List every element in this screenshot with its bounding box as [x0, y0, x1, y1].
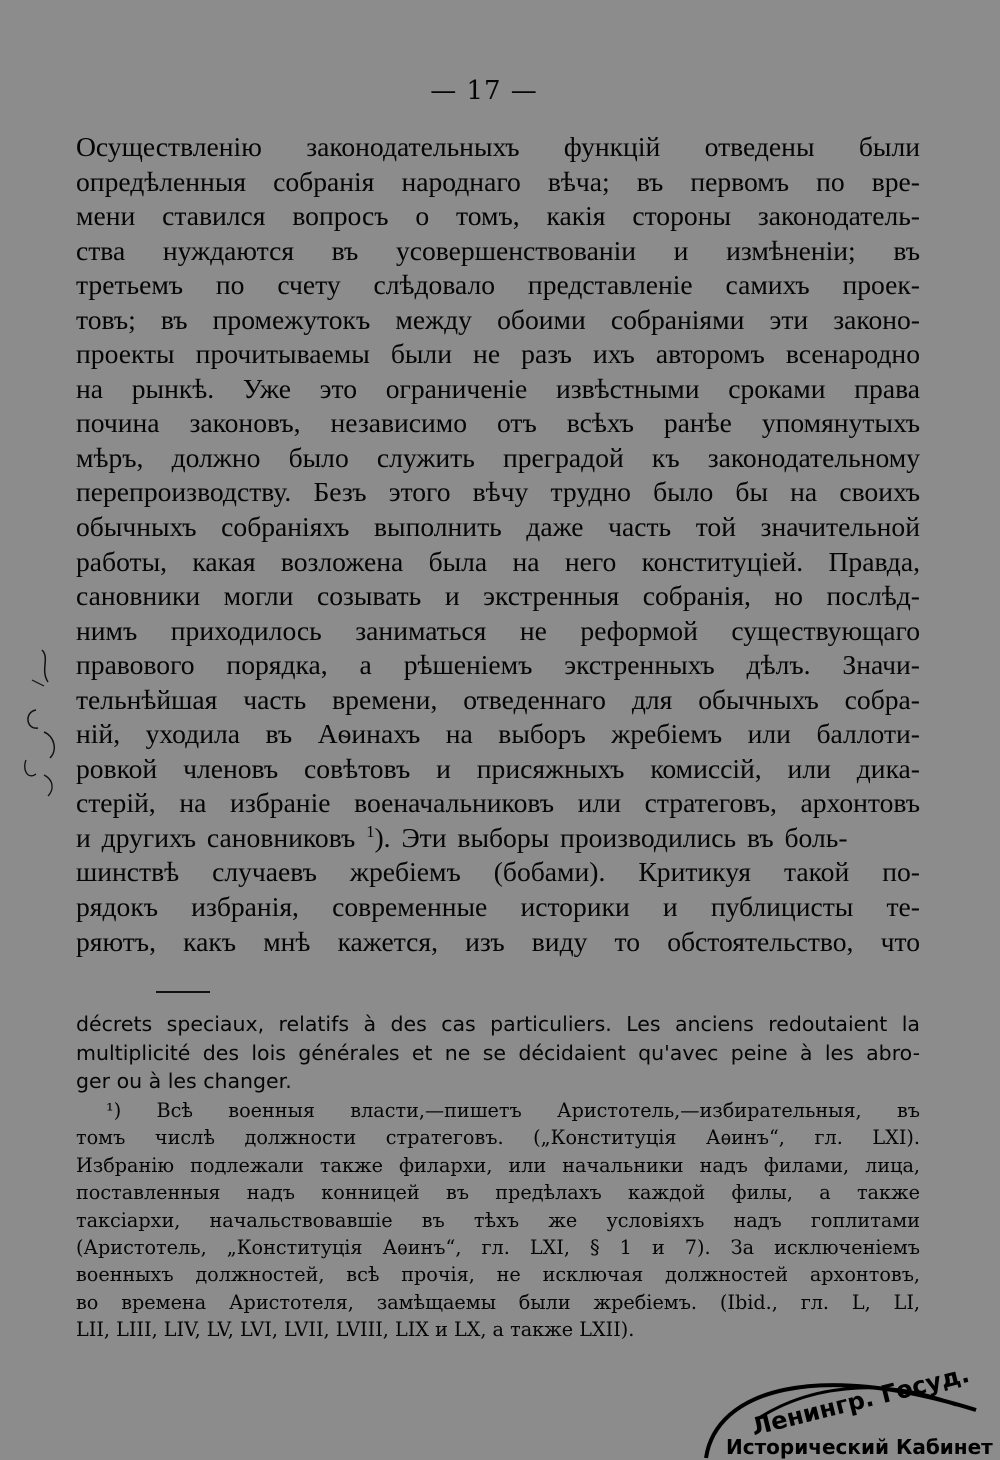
footnote-line: военныхъ должностей, всѣ прочія, не исключая должностей архонтовъ, — [76, 1263, 920, 1287]
text-fragment: и другихъ сановниковъ — [76, 821, 367, 853]
text-line: стерій, на избраніе военачальниковъ или стратеговъ, архонтовъ — [76, 787, 920, 819]
footnote-line: (Аристотель, „Конституція Аѳинъ“, гл. LXI, § 1 и 7). За исключеніемъ — [76, 1235, 920, 1259]
text-line: обычныхъ собраніяхъ выполнить даже часть той значительной — [76, 511, 920, 543]
text-line: проекты прочитываемы были не разъ ихъ авторомъ всенародно — [76, 338, 920, 370]
footnote-line: décrets speciaux, relatifs à des cas particuliers. Les anciens redoutaient la — [76, 1012, 920, 1036]
footnote-line: поставленныя надъ конницей въ предѣлахъ каждой филы, а также — [76, 1181, 920, 1205]
text-line: правового порядка, а рѣшеніемъ экстренныхъ дѣлъ. Значи- — [76, 649, 920, 681]
text-line: рядокъ избранія, современные историки и публицисты те- — [76, 891, 920, 923]
text-line-with-footnote-ref — [76, 821, 920, 856]
stamp-line-1: Ленингр. Госуд. — [748, 1359, 973, 1442]
text-line: мѣръ, должно было служить преградой къ законодательному — [76, 441, 920, 473]
footnote-line: во времена Аристотеля, замѣщаемы были жребіемъ. (Ibid., гл. L, LI, — [76, 1290, 920, 1314]
text-line: тельнѣйшая часть времени, отведеннаго для обычныхъ собра- — [76, 683, 920, 715]
text-fragment: ). Эти выборы производились въ боль- — [374, 821, 848, 853]
text-line: опредѣленныя собранія народнаго вѣча; въ первомъ по вре- — [76, 165, 920, 197]
text-line: третьемъ по счету слѣдовало представленіе самихъ проек- — [76, 269, 920, 301]
text-line: Осуществленію законодательныхъ функцій отведены были — [76, 131, 920, 162]
footnote-line: томъ числѣ должности стратеговъ. („Конституція Аѳинъ“, гл. LXI). — [76, 1126, 920, 1150]
text-line: перепроизводству. Безъ этого вѣчу трудно было бы на своихъ — [76, 476, 920, 508]
footnote-text: Всѣ военныя власти,—пишетъ Аристотель,—избирательныя, въ — [156, 1099, 920, 1122]
text-line: мени ставился вопросъ о томъ, какія стороны законодатель- — [76, 200, 920, 232]
text-line: шинствѣ случаевъ жребіемъ (бобами). Критикуя такой по- — [76, 856, 920, 888]
footnote-line: Избранію подлежали также филархи, или начальники надъ филами, лица, — [76, 1153, 920, 1177]
library-stamp — [696, 1350, 996, 1460]
text-line: сановники могли созывать и экстренныя собранія, но послѣд- — [76, 580, 920, 612]
footnote-marker: ¹) — [106, 1099, 122, 1122]
page-number: — 17 — — [430, 76, 538, 106]
margin-handwritten-marks — [14, 640, 74, 810]
stamp-line-2: Исторический Кабинет — [726, 1435, 993, 1459]
footnote-french — [76, 1010, 920, 1096]
text-line: ровкой членовъ совѣтовъ и присяжныхъ комиссій, или дика- — [76, 752, 920, 784]
text-line: работы, какая возложена была на него конституціей. Правда, — [76, 545, 920, 577]
text-line: ній, уходила въ Аѳинахъ на выборъ жребіемъ или баллоти- — [76, 718, 920, 750]
footnote-line — [76, 1097, 920, 1124]
text-line: товъ; въ промежутокъ между обоими собраніями эти законо- — [76, 303, 920, 335]
footnote-one — [76, 1097, 920, 1344]
footnote-line: таксіархи, начальствовавшіе въ тѣхъ же условіяхъ надъ гоплитами — [76, 1208, 920, 1232]
text-line: ства нуждаются въ усовершенствованіи и измѣненіи; въ — [76, 234, 920, 266]
footnote-line: multiplicité des lois générales et ne se décidaient qu'avec peine à les abro- — [76, 1040, 920, 1065]
footnote-ref: 1 — [366, 821, 375, 841]
text-line: почина законовъ, независимо отъ всѣхъ ранѣе упомянутыхъ — [76, 407, 920, 439]
footnote-divider — [156, 991, 210, 993]
text-line: нимъ приходилось заниматься не реформой существующаго — [76, 614, 920, 646]
footnote-line: LII, LIII, LIV, LV, LVI, LVII, LVIII, LIX и LX, а также LXII). — [76, 1318, 635, 1342]
footnote-line: ger ou à les changer. — [76, 1069, 292, 1093]
text-line: ряютъ, какъ мнѣ кажется, изъ виду то обстоятельство, что — [76, 925, 920, 957]
text-line: на рынкѣ. Уже это ограниченіе извѣстными сроками права — [76, 372, 920, 404]
main-text — [76, 130, 920, 959]
